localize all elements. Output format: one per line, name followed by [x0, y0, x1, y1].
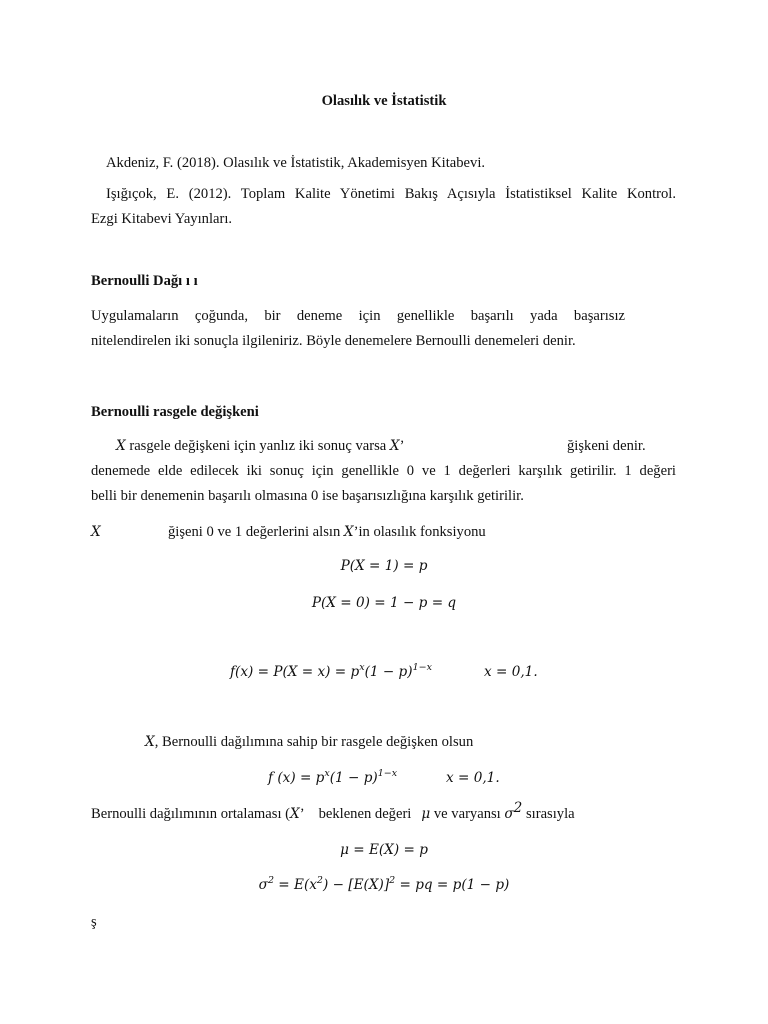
footer-mark: ş — [91, 914, 97, 930]
eq4-exponent-x: x — [324, 768, 330, 779]
math-var-x: X — [389, 438, 400, 454]
math-var-x: X — [91, 524, 101, 540]
math-symbol-sigma: σ — [504, 806, 514, 822]
equation-probability-function — [230, 664, 432, 680]
reference-1: Akdeniz, F. (2018). Olasılık ve İstatistik, Akademisyen Kitabevi. — [106, 155, 486, 171]
section2-line-2: denemede elde edilecek iki sonuç için genellikle 0 ve 1 değerleri karşılık getirilir. 1 değeri — [91, 463, 676, 479]
reference-2-line-1: Işığıçok, E. (2012). Toplam Kalite Yönetimi Bakış Açısıyla İstatistiksel Kalite Kontrol. — [106, 186, 676, 202]
section2-line-1-end: ğişkeni denir. — [567, 438, 646, 454]
section2-line-4-text-a: ğişeni 0 ve 1 değerlerini alsın — [168, 524, 344, 540]
equation-bernoulli-pmf — [268, 770, 397, 786]
section2-line-4-text-b: ’in olasılık fonksiyonu — [353, 524, 486, 540]
section2-line-3: belli bir denemenin başarılı olmasına 0 ise başarısızlığına karşılık getirilir. — [91, 488, 524, 504]
equation-domain: x = 0,1. — [484, 664, 538, 680]
section3-line-2-text-d: ve varyansı — [430, 806, 505, 822]
eq6-exponent-2: 2 — [316, 875, 323, 886]
reference-2-line-2: Ezgi Kitabevi Yayınları. — [91, 211, 233, 227]
eq6-part-d: = pq = p(1 − p) — [395, 877, 510, 893]
math-exponent-2: 2 — [513, 800, 523, 816]
equation-domain: x = 0,1. — [446, 770, 500, 786]
section3-line-2-text-e: sırasıyla — [522, 806, 575, 822]
eq3-mid: (1 − p) — [364, 664, 413, 680]
section3-line-2 — [91, 800, 575, 824]
section2-line-1-text-a: rasgele değişkeni için yanlız iki sonuç varsa — [125, 438, 390, 454]
eq3-exponent-x: x — [359, 662, 365, 673]
math-var-x: X — [145, 734, 155, 750]
eq6-sigma: σ — [258, 877, 268, 893]
equation-mean: μ = E(X) = p — [340, 842, 428, 858]
math-var-x: X — [343, 524, 354, 540]
eq6-part-b: = E(x — [273, 877, 317, 893]
section3-line-1 — [145, 734, 473, 752]
eq6-part-c: ) − [E(X)] — [322, 877, 390, 893]
eq4-exponent-1-minus-x: 1−x — [377, 768, 398, 779]
page-title: Olasılık ve İstatistik — [321, 93, 447, 109]
equation-variance — [0, 877, 768, 893]
eq4-mid: (1 − p) — [329, 770, 378, 786]
eq3-exponent-1-minus-x: 1−x — [412, 662, 432, 673]
eq6-exponent-3: 2 — [389, 875, 396, 886]
section-heading-bernoulli-distribution: Bernoulli Dağı ı ı — [91, 273, 198, 289]
math-var-x: X — [290, 806, 300, 822]
section3-line-1-text: , Bernoulli dağılımına sahip bir rasgele değişken olsun — [154, 734, 474, 750]
section2-line-1-text-b: ’ — [399, 438, 405, 454]
section2-line-4 — [168, 524, 486, 542]
eq6-exponent-1: 2 — [267, 875, 274, 886]
section3-line-2-text-c: beklenen değeri — [318, 806, 412, 822]
eq4-lhs: f (x) = p — [268, 770, 325, 786]
equation-p-x-equals-0: P(X = 0) = 1 − p = q — [311, 595, 457, 611]
math-var-x: X — [116, 438, 126, 454]
math-symbol-mu: μ — [421, 806, 431, 822]
equation-p-x-equals-1: P(X = 1) = p — [340, 558, 428, 574]
section3-line-2-text-b: ’ — [299, 806, 305, 822]
section1-paragraph-line-2: nitelendirelen iki sonuçla ilgileniriz. Böyle denemelere Bernoulli denemeleri denir. — [91, 333, 576, 349]
section2-line-1 — [116, 438, 404, 456]
section-heading-bernoulli-random-variable: Bernoulli rasgele değişkeni — [91, 404, 259, 420]
section1-paragraph-line-1: Uygulamaların çoğunda, bir deneme için genellikle başarılı yada başarısız — [91, 308, 625, 324]
section3-line-2-text-a: Bernoulli dağılımının ortalaması ( — [91, 806, 291, 822]
eq3-lhs: f(x) = P(X = x) = p — [230, 664, 360, 680]
